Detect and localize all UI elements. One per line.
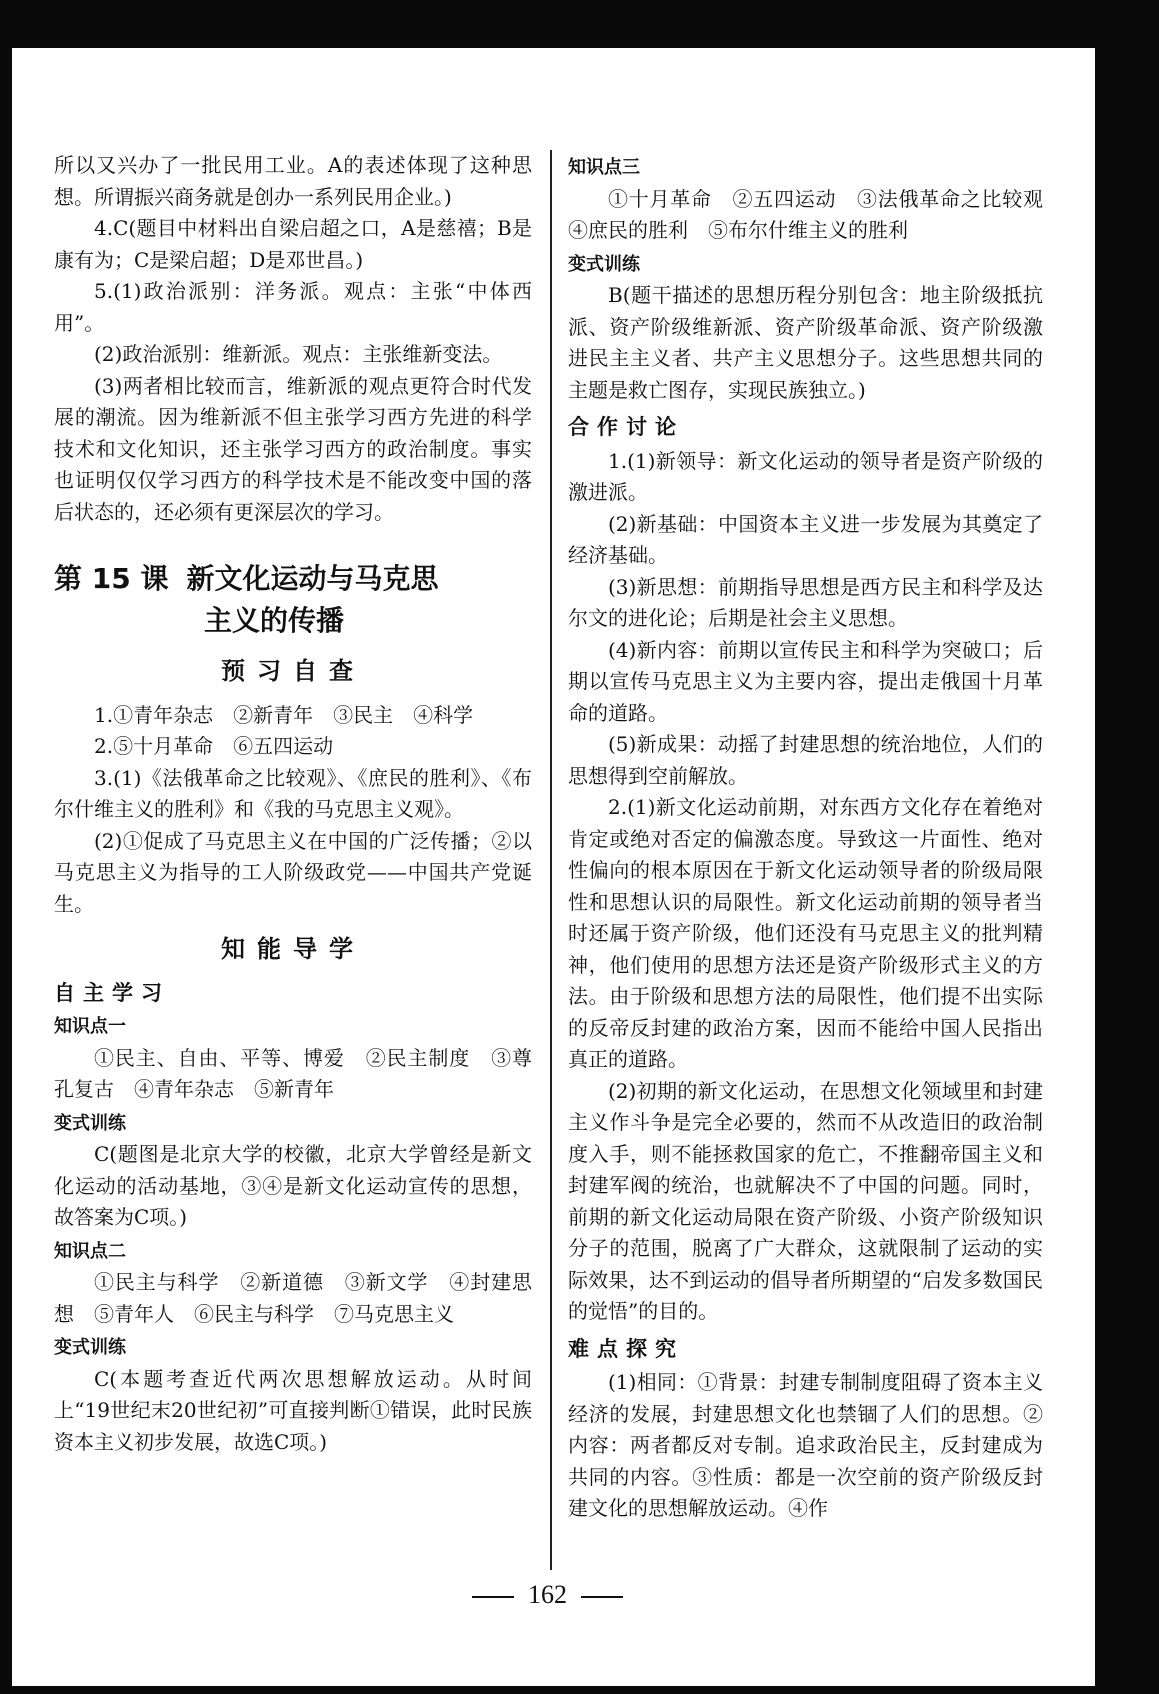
section-heading-preview: 预习自查	[221, 657, 365, 685]
scan-border-top	[0, 0, 1159, 48]
paragraph: 5.(1)政治派别：洋务派。观点：主张“中体西用”。	[54, 279, 532, 335]
variant-training-2-text: C(本题考查近代两次思想解放运动。从时间上“19世纪末20世纪初”可直接判断①错误，此时民族资本主义初步发展，故选C项。)	[54, 1366, 532, 1454]
variant-training-1-label: 变式训练	[54, 1112, 126, 1134]
paragraph: (3)两者相比较而言，维新派的观点更符合时代发展的潮流。因为维新派不但主张学习西方先进的科学技术和文化知识，还主张学习西方的政治制度。事实也证明仅仅学习西方的科学技术是不能改变中国的落后状态的，还必须有更深层次的学习。	[54, 373, 532, 524]
lesson-title-line2: 主义的传播	[204, 604, 345, 637]
difficulty-text: (1)相同：①背景：封建专制制度阻碍了资本主义经济的发展，封建思想文化也禁锢了人们的思想。②内容：两者都反对专制。追求政治民主，反封建成为共同的内容。③性质：都是一次空前的资产阶级反封建文化的思想解放运动。④作	[568, 1370, 1043, 1520]
left-column	[54, 150, 532, 1458]
lesson-title	[54, 558, 532, 642]
variant-training-2-label: 变式训练	[54, 1337, 126, 1358]
knowledge-point-3-label: 知识点三	[568, 157, 640, 178]
discussion-item: 2.(1)新文化运动前期，对东西方文化存在着绝对肯定或绝对否定的偏激态度。导致这一片面性、绝对性偏向的根本原因在于新文化运动领导者的阶级局限性和思想认识的局限性。新文化运动前期的领导者当时还属于资产阶级，他们还没有马克思主义的批判精神，他们使用的思想方法还是资产阶级形式主义的方法。由于阶级和思想方法的局限性，他们提不出实际的反帝反封建的政治方案，因而不能给中国人民指出真正的道路。	[568, 795, 1043, 1071]
preview-line: (2)①促成了马克思主义在中国的广泛传播；②以马克思主义为指导的工人阶级政党——中国共产党诞生。	[54, 828, 532, 916]
preview-line: 2.⑤十月革命 ⑥五四运动	[94, 734, 334, 758]
paragraph: (2)政治派别：维新派。观点：主张维新变法。	[94, 342, 503, 366]
subheading-difficulty: 难点探究	[568, 1336, 684, 1361]
lesson-number: 第 15 课	[54, 562, 169, 595]
scan-border-bottom	[0, 1686, 1159, 1694]
section-heading-guide: 知能导学	[221, 935, 365, 963]
page-number	[0, 1580, 1095, 1610]
right-column	[568, 150, 1063, 1525]
knowledge-point-2-label: 知识点二	[54, 1240, 126, 1262]
knowledge-point-1-text: ①民主、自由、平等、博爱 ②民主制度 ③尊孔复古 ④青年杂志 ⑤新青年	[54, 1045, 532, 1101]
knowledge-point-1-label: 知识点一	[54, 1016, 126, 1037]
page-number-dash-right	[581, 1596, 623, 1598]
variant-training-3-label: 变式训练	[568, 253, 640, 275]
paragraph: 所以又兴办了一批民用工业。A的表述体现了这种思想。所谓振兴商务就是创办一系列民用企业。)	[54, 153, 532, 209]
variant-training-1-text: C(题图是北京大学的校徽，北京大学曾经是新文化运动的活动基地，③④是新文化运动宣传的思想，故答案为C项。)	[54, 1142, 532, 1229]
discussion-item: (5)新成果：动摇了封建思想的统治地位，人们的思想得到空前解放。	[568, 732, 1043, 788]
page-number-dash-left	[472, 1596, 514, 1598]
knowledge-point-2-text: ①民主与科学 ②新道德 ③新文学 ④封建思想 ⑤青年人 ⑥民主与科学 ⑦马克思主义	[54, 1270, 532, 1326]
variant-training-3-text: B(题干描述的思想历程分别包含：地主阶级抵抗派、资产阶级维新派、资产阶级革命派、资产阶级激进民主主义者、共产主义思想分子。这些思想共同的主题是救亡图存，实现民族独立。)	[568, 283, 1043, 402]
paragraph: 4.C(题目中材料出自梁启超之口，A是慈禧；B是康有为；C是梁启超；D是邓世昌。)	[54, 216, 532, 272]
page-number-value: 162	[528, 1580, 567, 1609]
discussion-item: 1.(1)新领导：新文化运动的领导者是资产阶级的激进派。	[568, 448, 1043, 504]
preview-line: 1.①青年杂志 ②新青年 ③民主 ④科学	[94, 702, 474, 727]
scan-border-right	[1095, 0, 1159, 1694]
subheading-discussion: 合作讨论	[568, 415, 684, 439]
discussion-item: (3)新思想：前期指导思想是西方民主和科学及达尔文的进化论；后期是社会主义思想。	[568, 574, 1043, 630]
discussion-item: (2)初期的新文化运动，在思想文化领域里和封建主义作斗争是完全必要的，然而不从改造旧的政治制度入手，则不能拯救国家的危亡，不推翻帝国主义和封建军阀的统治，也就解决不了中国的问题。同时，前期的新文化运动局限在资产阶级、小资产阶级知识分子的范围，脱离了广大群众，这就限制了运动的实际效果，达不到运动的倡导者所期望的“启发多数国民的觉悟”的目的。	[568, 1078, 1043, 1323]
subheading-self-study: 自主学习	[54, 980, 170, 1005]
column-divider	[550, 150, 552, 1570]
knowledge-point-3-text: ①十月革命 ②五四运动 ③法俄革命之比较观 ④庶民的胜利 ⑤布尔什维主义的胜利	[568, 186, 1063, 242]
preview-line: 3.(1)《法俄革命之比较观》、《庶民的胜利》、《布尔什维主义的胜利》和《我的马克思主义观》。	[54, 765, 532, 821]
lesson-title-line1: 新文化运动与马克思	[186, 562, 439, 595]
discussion-item: (2)新基础：中国资本主义进一步发展为其奠定了经济基础。	[568, 511, 1043, 567]
discussion-item: (4)新内容：前期以宣传民主和科学为突破口；后期以宣传马克思主义为主要内容，提出走俄国十月革命的道路。	[568, 637, 1043, 725]
scan-border-left	[0, 0, 12, 1694]
